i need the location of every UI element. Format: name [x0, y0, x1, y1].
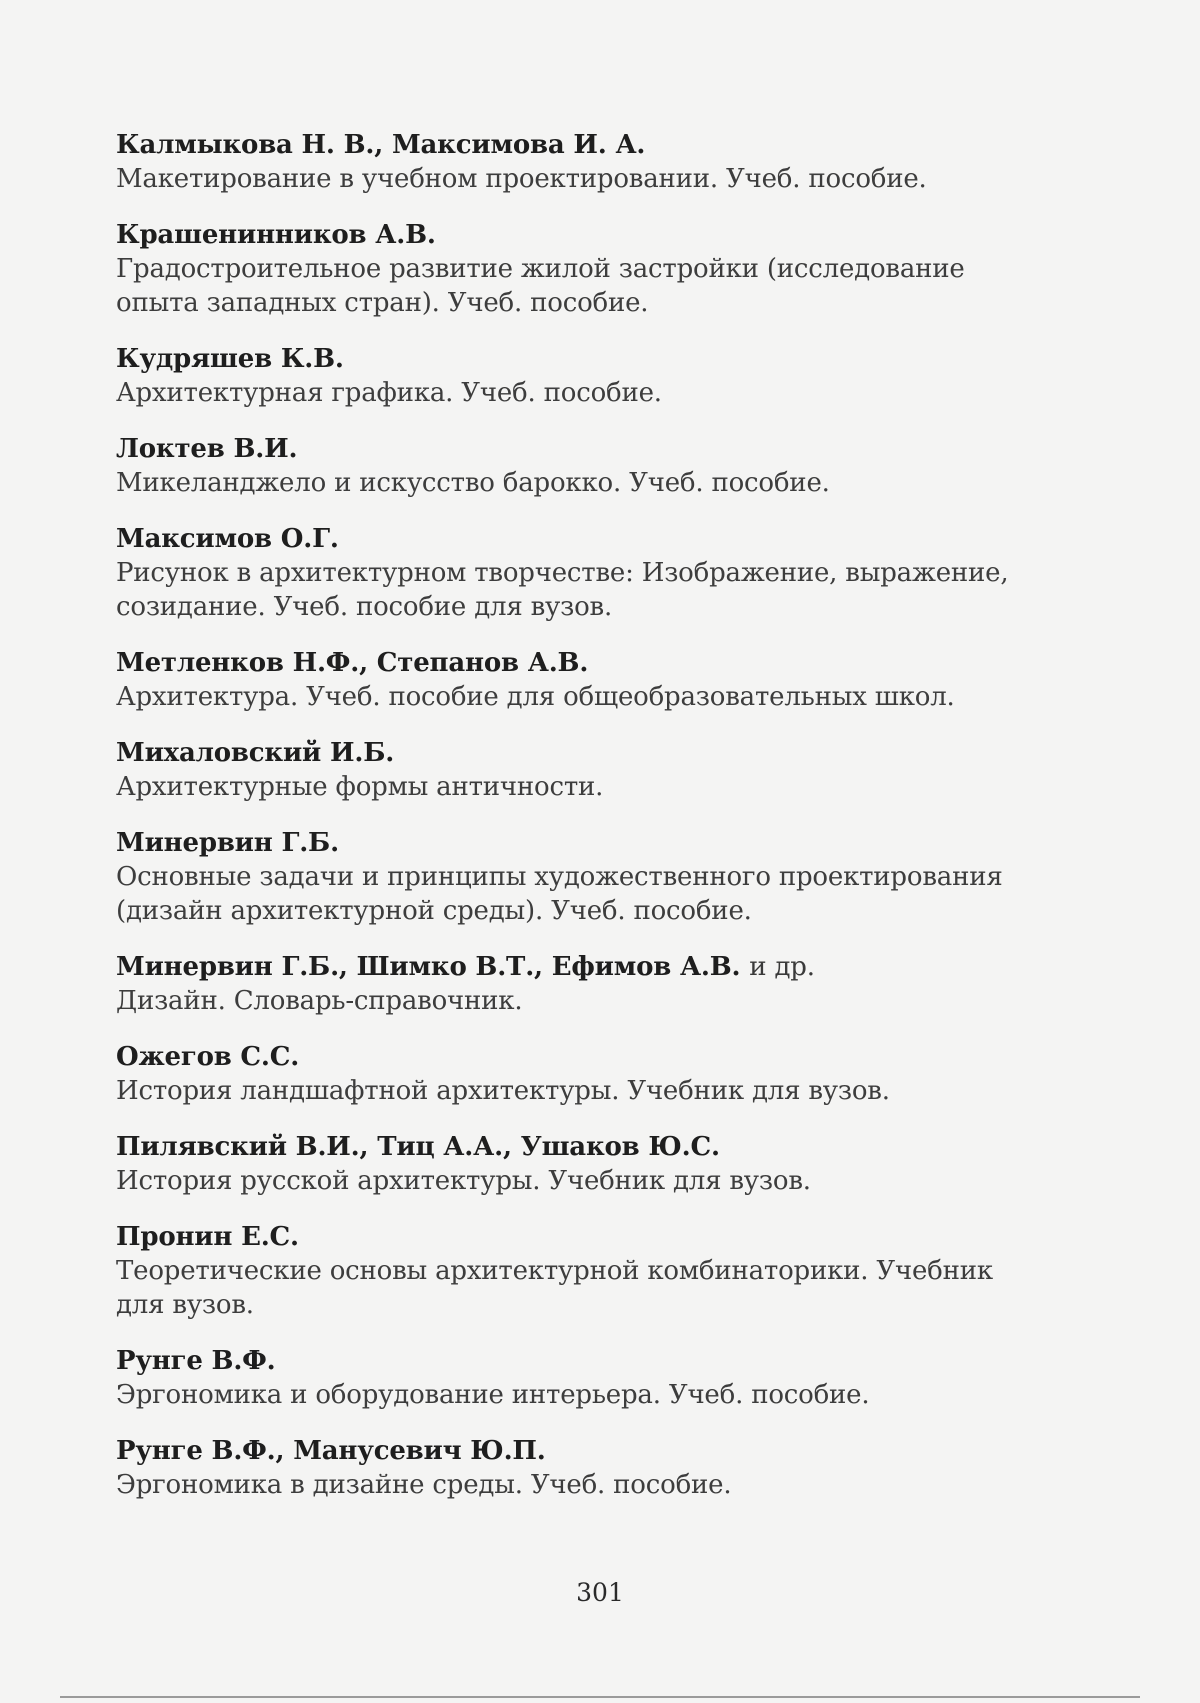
bibliography-entry — [116, 342, 1046, 410]
bibliography-entry — [116, 522, 1046, 624]
bibliography-entry — [116, 128, 1046, 196]
entry-title: История ландшафтной архитектуры. Учебник для вузов. — [116, 1076, 890, 1106]
entry-title: Рисунок в архитектурном творчестве: Изображение, выражение, созидание. Учеб. пособие для вузов. — [116, 558, 1009, 622]
entry-author-suffix: и др. — [749, 952, 815, 982]
bibliography-entry — [116, 432, 1046, 500]
bibliography-list — [116, 128, 1046, 1524]
entry-title: Основные задачи и принципы художественного проектирования (дизайн архитектурной среды). Учеб. пособие. — [116, 862, 1003, 926]
entry-title: Архитектура. Учеб. пособие для общеобразовательных школ. — [116, 682, 955, 712]
entry-author: Пилявский В.И., Тиц А.А., Ушаков Ю.С. — [116, 1132, 720, 1162]
entry-author: Рунге В.Ф. — [116, 1346, 276, 1376]
entry-title: Теоретические основы архитектурной комбинаторики. Учебник для вузов. — [116, 1256, 993, 1320]
entry-author: Максимов О.Г. — [116, 524, 339, 554]
bibliography-entry — [116, 218, 1046, 320]
bibliography-entry — [116, 826, 1046, 928]
bibliography-entry — [116, 950, 1046, 1018]
entry-author: Ожегов С.С. — [116, 1042, 300, 1072]
bibliography-entry — [116, 1344, 1046, 1412]
bibliography-entry — [116, 646, 1046, 714]
entry-title: Эргономика и оборудование интерьера. Учеб. пособие. — [116, 1380, 870, 1410]
entry-title: Архитектурные формы античности. — [116, 772, 604, 802]
entry-author: Калмыкова Н. В., Максимова И. А. — [116, 130, 646, 160]
entry-title: История русской архитектуры. Учебник для вузов. — [116, 1166, 811, 1196]
entry-author: Крашенинников А.В. — [116, 220, 436, 250]
entry-author: Метленков Н.Ф., Степанов А.В. — [116, 648, 589, 678]
entry-title: Дизайн. Словарь-справочник. — [116, 986, 523, 1016]
page-bottom-rule — [60, 1696, 1140, 1698]
entry-title: Эргономика в дизайне среды. Учеб. пособие. — [116, 1470, 732, 1500]
bibliography-entry — [116, 736, 1046, 804]
entry-title: Микеланджело и искусство барокко. Учеб. пособие. — [116, 468, 830, 498]
entry-title: Градостроительное развитие жилой застройки (исследование опыта западных стран). Учеб. пособие. — [116, 254, 965, 318]
entry-author: Минервин Г.Б. — [116, 828, 339, 858]
bibliography-entry — [116, 1130, 1046, 1198]
entry-author: Рунге В.Ф., Манусевич Ю.П. — [116, 1436, 546, 1466]
bibliography-entry — [116, 1434, 1046, 1502]
bibliography-entry — [116, 1220, 1046, 1322]
entry-author: Минервин Г.Б., Шимко В.Т., Ефимов А.В. и др. — [116, 952, 815, 982]
entry-author: Михаловский И.Б. — [116, 738, 395, 768]
bibliography-entry — [116, 1040, 1046, 1108]
entry-author: Локтев В.И. — [116, 434, 298, 464]
entry-title: Архитектурная графика. Учеб. пособие. — [116, 378, 662, 408]
page-number: 301 — [576, 1578, 624, 1607]
entry-author: Кудряшев К.В. — [116, 344, 344, 374]
entry-author: Пронин Е.С. — [116, 1222, 299, 1252]
entry-title: Макетирование в учебном проектировании. Учеб. пособие. — [116, 164, 927, 194]
